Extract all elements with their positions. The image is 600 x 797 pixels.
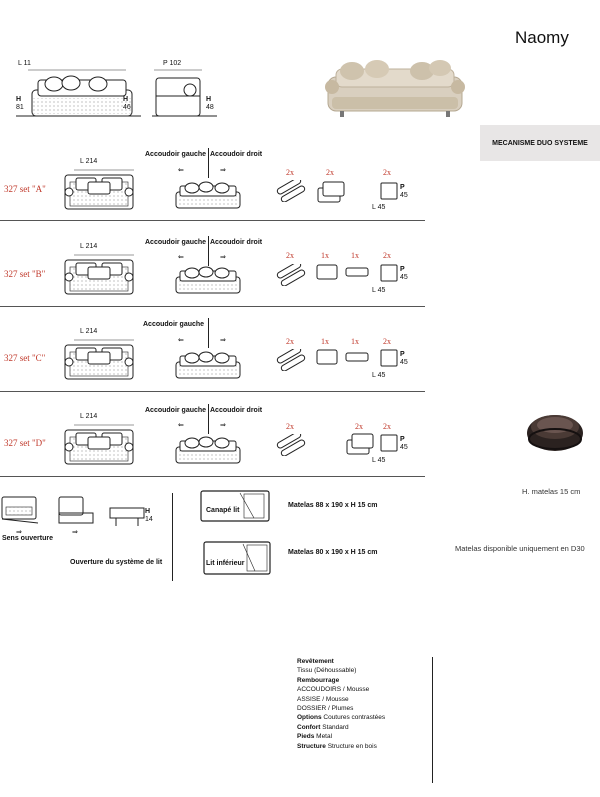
set-d-sofa-front bbox=[174, 433, 242, 465]
set-b-count-3: 1x bbox=[351, 251, 359, 260]
set-a-title: 327 set "A" bbox=[4, 184, 46, 194]
pillow-icon bbox=[316, 264, 338, 280]
set-d-length: L 214 bbox=[80, 413, 98, 420]
set-b-sofa-top bbox=[64, 259, 134, 295]
set-c-sofa-top bbox=[64, 344, 134, 380]
flat-pillow-icon bbox=[345, 266, 369, 278]
pillow-icon bbox=[316, 349, 338, 365]
bolster-icon bbox=[275, 434, 307, 456]
mattress-height-note: H. matelas 15 cm bbox=[522, 487, 581, 496]
opening-h-value: 14 bbox=[145, 516, 153, 523]
bolster-icon bbox=[275, 349, 307, 371]
arrow-left-icon: ⇐ bbox=[178, 254, 184, 261]
set-b-count-1: 2x bbox=[286, 251, 294, 260]
pillow-pair-icon bbox=[316, 180, 346, 204]
set-b-count-4: 2x bbox=[383, 251, 391, 260]
set-b-count-2: 1x bbox=[321, 251, 329, 260]
set-c-sofa-front bbox=[174, 348, 242, 380]
bed-opening-drawing-1 bbox=[0, 493, 40, 529]
arrow-left-icon: ⇐ bbox=[178, 167, 184, 174]
set-d-accoudoir-gauche: Accoudoir gauche bbox=[145, 407, 207, 414]
set-a-sofa-front bbox=[174, 178, 242, 210]
dim-l-top: L 11 bbox=[18, 60, 31, 67]
set-d-title: 327 set "D" bbox=[4, 438, 46, 448]
square-cushion-icon bbox=[380, 264, 398, 282]
set-c-count-1: 2x bbox=[286, 337, 294, 346]
spec-line: ASSISE / Mousse bbox=[297, 695, 349, 703]
square-cushion-icon bbox=[380, 434, 398, 452]
spec-line: Rembourrage bbox=[297, 676, 340, 684]
dim-h3-value: 48 bbox=[206, 104, 214, 111]
dim-h2-value: 46 bbox=[123, 104, 131, 111]
dim-h1-value: 81 bbox=[16, 104, 24, 111]
set-a-count-2: 2x bbox=[326, 168, 334, 177]
lit-inferieur-label: Lit inférieur bbox=[206, 560, 245, 567]
page-title: Naomy bbox=[515, 28, 569, 47]
arrow-left-icon: ⇐ bbox=[178, 337, 184, 344]
set-c-length: L 214 bbox=[80, 328, 98, 335]
spec-line: Structure Structure en bois bbox=[297, 742, 377, 750]
spec-line: Tissu (Déhoussable) bbox=[297, 667, 357, 675]
arrow-right-icon: ⇒ bbox=[220, 167, 226, 174]
arrow-right-icon: ⇒ bbox=[16, 529, 22, 536]
set-c-accoudoir-gauche: Accoudoir gauche bbox=[143, 321, 205, 328]
sofa-side-drawing bbox=[152, 68, 217, 120]
flat-pillow-icon bbox=[345, 351, 369, 363]
set-c-count-2: 1x bbox=[321, 337, 329, 346]
set-a-l: L 45 bbox=[372, 204, 386, 211]
set-b-l: L 45 bbox=[372, 287, 386, 294]
arrow-left-icon: ⇐ bbox=[178, 422, 184, 429]
set-a-count-1: 2x bbox=[286, 168, 294, 177]
matelas-2-label: Matelas 80 x 190 x H 15 cm bbox=[288, 549, 378, 556]
sofa-front-drawing bbox=[16, 68, 141, 120]
spec-line: Revêtement bbox=[297, 658, 334, 665]
set-d-accoudoir-droit: Accoudoir droit bbox=[210, 407, 263, 414]
specs-list bbox=[297, 657, 385, 751]
square-cushion-icon bbox=[380, 182, 398, 200]
set-a-p-value: 45 bbox=[400, 192, 408, 199]
set-b-title: 327 set "B" bbox=[4, 269, 46, 279]
dim-p-top: P 102 bbox=[163, 60, 182, 67]
pillow-pair-icon bbox=[345, 432, 375, 456]
mechanism-badge: MECANISME DUO SYSTEME bbox=[480, 125, 600, 161]
set-a-accoudoir-droit: Accoudoir droit bbox=[210, 151, 263, 158]
set-c-count-3: 1x bbox=[351, 337, 359, 346]
set-a-sofa-top bbox=[64, 174, 134, 210]
spec-line: DOSSIER / Plumes bbox=[297, 705, 354, 713]
set-c-count-4: 2x bbox=[383, 337, 391, 346]
set-b-p: P bbox=[400, 266, 405, 273]
set-d-p-value: 45 bbox=[400, 444, 408, 451]
set-a-count-3: 2x bbox=[383, 168, 391, 177]
set-c-title: 327 set "C" bbox=[4, 353, 46, 363]
ouverture-systeme-label: Ouverture du système de lit bbox=[70, 559, 163, 566]
set-d-count-1: 2x bbox=[286, 422, 294, 431]
spec-line: Confort Standard bbox=[297, 723, 349, 731]
set-b-sofa-front bbox=[174, 263, 242, 295]
availability-note: Matelas disponible uniquement en D30 bbox=[455, 544, 585, 553]
dim-h2: H bbox=[123, 96, 129, 103]
mattress-photo bbox=[525, 405, 585, 455]
set-b-length: L 214 bbox=[80, 243, 98, 250]
canape-lit-label: Canapé lit bbox=[206, 507, 240, 514]
set-d-p: P bbox=[400, 436, 405, 443]
matelas-1-label: Matelas 88 x 190 x H 15 cm bbox=[288, 502, 378, 509]
set-b-p-value: 45 bbox=[400, 274, 408, 281]
dim-h1: H bbox=[16, 96, 22, 103]
set-d-count-3: 2x bbox=[383, 422, 391, 431]
set-b-accoudoir-gauche: Accoudoir gauche bbox=[145, 239, 207, 246]
canape-lit-drawing bbox=[200, 490, 270, 522]
sens-ouverture-label: Sens ouverture bbox=[2, 535, 53, 542]
spec-line: Options Coutures contrastées bbox=[297, 714, 386, 722]
bolster-icon bbox=[275, 180, 307, 202]
set-c-l: L 45 bbox=[372, 372, 386, 379]
set-d-l: L 45 bbox=[372, 457, 386, 464]
set-a-length: L 214 bbox=[80, 158, 98, 165]
set-d-sofa-top bbox=[64, 429, 134, 465]
dim-h3: H bbox=[206, 96, 212, 103]
set-b-accoudoir-droit: Accoudoir droit bbox=[210, 239, 263, 246]
set-c-p: P bbox=[400, 351, 405, 358]
set-a-accoudoir-gauche: Accoudoir gauche bbox=[145, 151, 207, 158]
bed-opening-drawing-2 bbox=[55, 493, 95, 529]
arrow-right-icon: ⇒ bbox=[72, 529, 78, 536]
set-c-p-value: 45 bbox=[400, 359, 408, 366]
set-d-count-2: 2x bbox=[355, 422, 363, 431]
square-cushion-icon bbox=[380, 349, 398, 367]
bolster-icon bbox=[275, 264, 307, 286]
spec-line: ACCOUDOIRS / Mousse bbox=[297, 686, 370, 694]
arrow-right-icon: ⇒ bbox=[220, 337, 226, 344]
spec-line: Pieds Metal bbox=[297, 733, 333, 741]
lit-inferieur-drawing bbox=[203, 541, 271, 575]
opening-h: H bbox=[145, 508, 151, 515]
set-a-p: P bbox=[400, 184, 405, 191]
product-photo bbox=[322, 55, 468, 121]
arrow-right-icon: ⇒ bbox=[220, 422, 226, 429]
arrow-right-icon: ⇒ bbox=[220, 254, 226, 261]
